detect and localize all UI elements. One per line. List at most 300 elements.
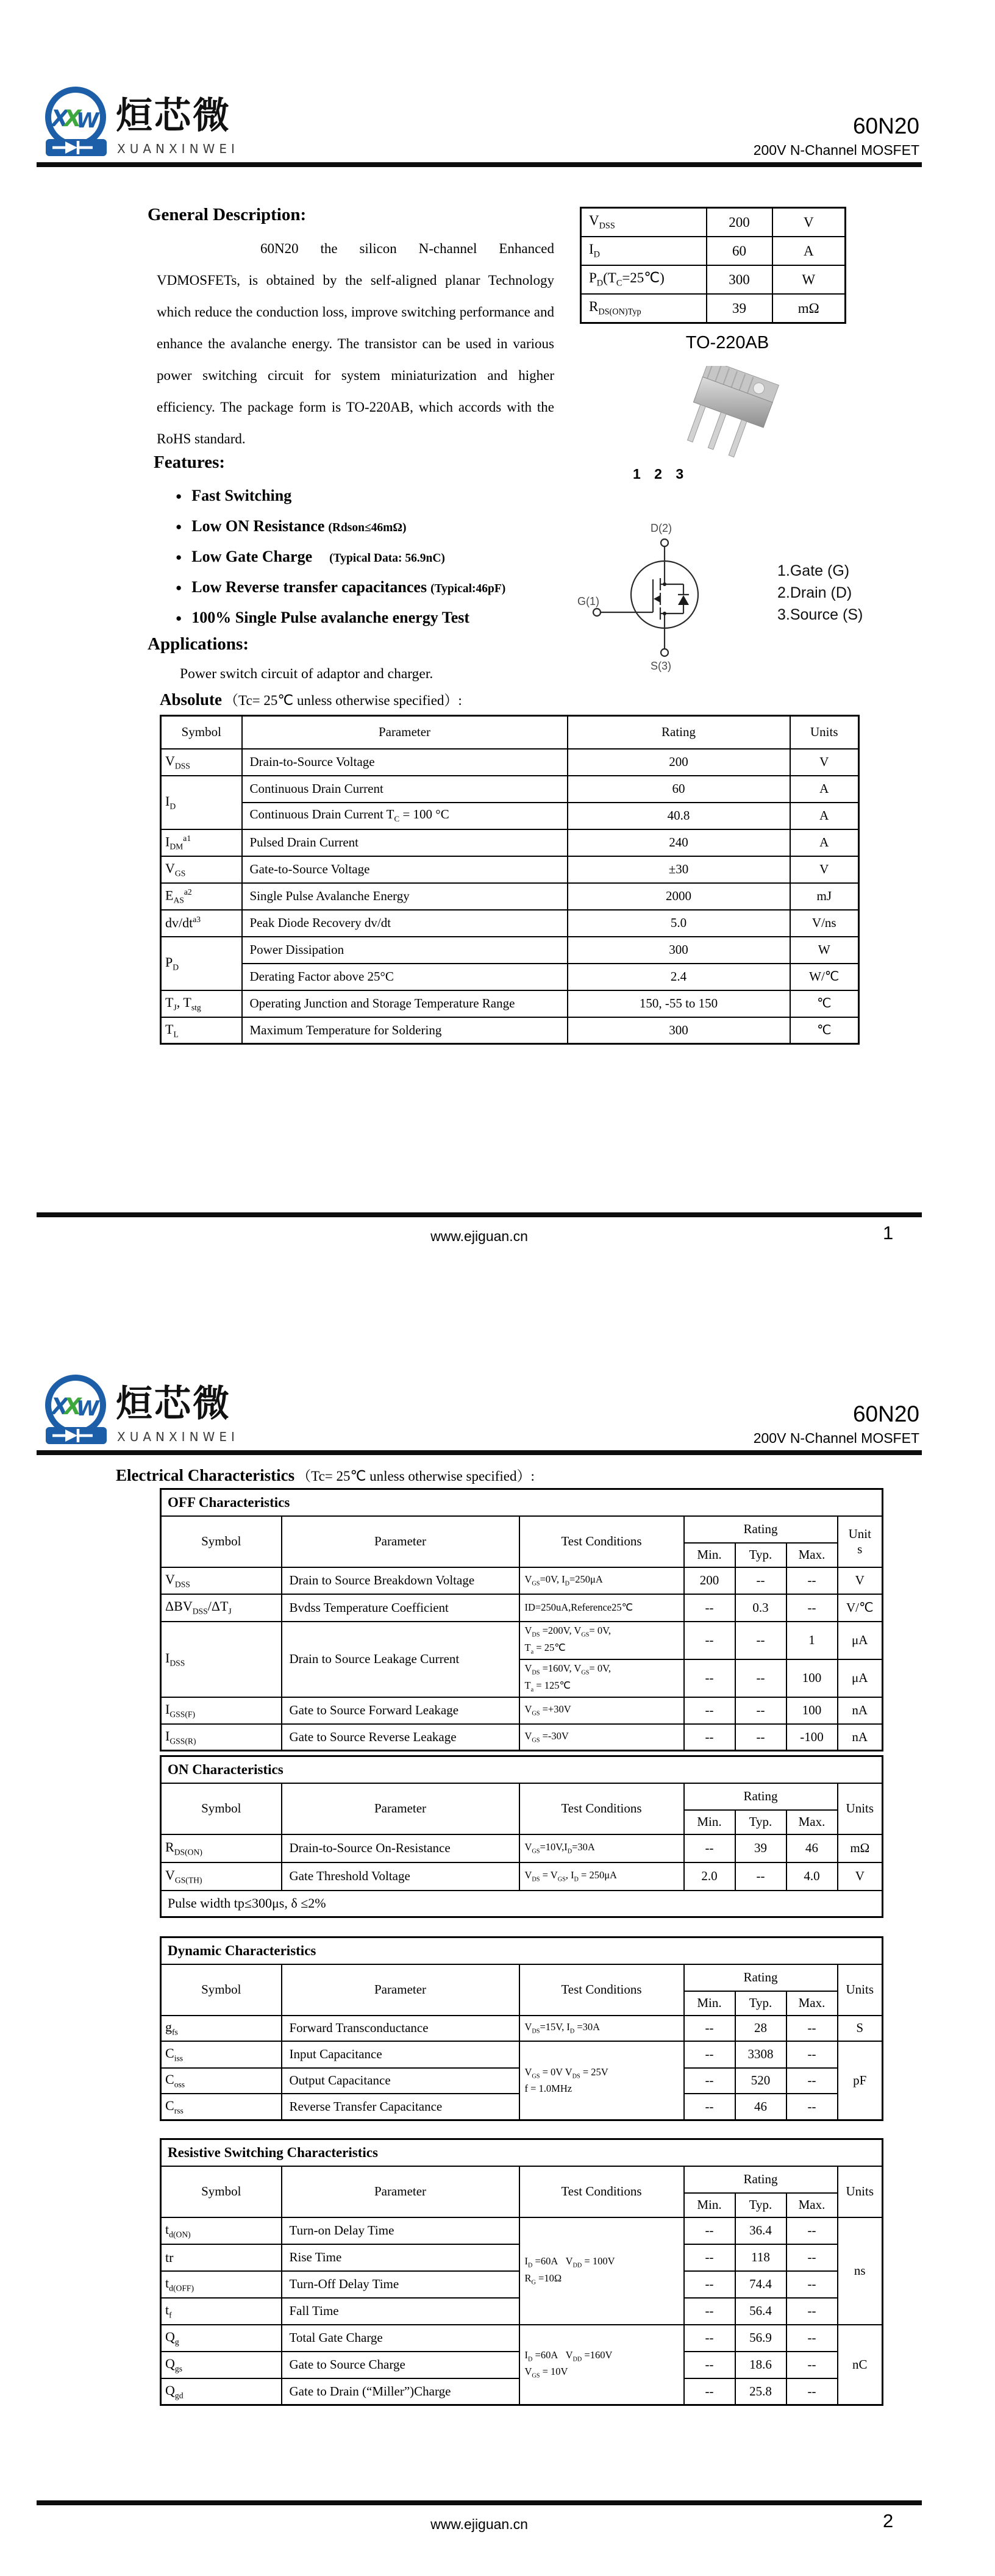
table-cell: 200: [568, 749, 790, 776]
table-cell: Gate to Source Reverse Leakage: [282, 1724, 519, 1751]
table-cell: $t_f$: [161, 2298, 282, 2325]
table-cell: 2000: [568, 883, 790, 910]
table-cell: 56.9: [735, 2325, 786, 2352]
table-cell: ns: [838, 2217, 883, 2325]
pin-legend: [777, 560, 863, 626]
table-cell: 39: [707, 294, 772, 323]
table-row: [161, 2325, 883, 2352]
table-cell: --: [684, 1659, 735, 1697]
table-cell: --: [735, 1697, 786, 1724]
table-cell: Rating: [568, 716, 790, 749]
table-row: [161, 1964, 883, 1991]
table-cell: $t_{d(ON)}$: [161, 2217, 282, 2244]
table-cell: --: [684, 1594, 735, 1622]
table-cell: --: [735, 1724, 786, 1751]
table-cell: Rating: [684, 1964, 838, 1991]
absolute-title: Absolute: [160, 690, 223, 709]
table-cell: W: [772, 265, 846, 294]
feature-text: Low ON Resistance: [191, 517, 325, 535]
off-characteristics-table: [160, 1488, 883, 1751]
table-cell: 3308: [735, 2041, 786, 2068]
table-cell: $P_D$: [161, 937, 242, 990]
table-cell: Bvdss Temperature Coefficient: [282, 1594, 519, 1622]
electrical-heading: [116, 1465, 535, 1485]
table-cell: 4.0: [786, 1862, 838, 1891]
table-cell: Parameter: [242, 716, 568, 749]
general-description-title: General Description:: [148, 205, 307, 224]
table-cell: $V_{GS}$: [161, 856, 242, 883]
table-cell: Pulse width tp≤300μs, δ ≤2%: [161, 1891, 883, 1917]
bullet-icon: ●: [176, 490, 182, 502]
table-row: [161, 1697, 883, 1724]
table-row: [161, 1567, 883, 1594]
table-cell: --: [684, 2094, 735, 2120]
table-cell: ℃: [790, 1017, 859, 1044]
table-cell: Drain-to-Source Voltage: [242, 749, 568, 776]
table-cell: Min.: [684, 1810, 735, 1834]
table-cell: V: [772, 208, 846, 237]
table-cell: 60: [568, 776, 790, 803]
table-cell: 240: [568, 829, 790, 856]
absolute-subtitle: （Tc= 25℃ unless otherwise specified）:: [224, 693, 462, 708]
bullet-icon: ●: [176, 612, 182, 624]
table-cell: $C_{iss}$: [161, 2041, 282, 2068]
table-cell: Symbol: [161, 2166, 282, 2217]
table-cell: --: [684, 1724, 735, 1751]
table-cell: --: [684, 2217, 735, 2244]
table-cell: V: [838, 1862, 883, 1891]
table-cell: --: [684, 2298, 735, 2325]
table-cell: Test Conditions: [519, 1964, 684, 2016]
table-cell: Typ.: [735, 1543, 786, 1567]
table-cell: Units: [790, 716, 859, 749]
table-cell: W/℃: [790, 964, 859, 990]
feature-detail: (Rdson≤46mΩ): [328, 521, 407, 534]
table-cell: $Q_g$: [161, 2325, 282, 2352]
table-cell: $I_D =60A$ $V_{DD} =160V$ $V_{GS} = 10V$: [519, 2325, 684, 2405]
table-cell: Symbol: [161, 716, 242, 749]
table-cell: 5.0: [568, 910, 790, 937]
table-cell: $I_D =60A$ $V_{DD} = 100V$ $R_G =10\Omega$: [519, 2217, 684, 2325]
table-row: [161, 1594, 883, 1622]
table-cell: 300: [568, 1017, 790, 1044]
feature-item: [176, 481, 505, 511]
table-cell: --: [786, 2271, 838, 2298]
part-subtitle: 200V N-Channel MOSFET: [753, 141, 919, 158]
feature-text: 100% Single Pulse avalanche energy Test: [191, 609, 470, 626]
table-row: [161, 990, 859, 1017]
table-cell: --: [735, 1862, 786, 1891]
header-rule: [37, 162, 922, 167]
characteristics-tables: [160, 1488, 882, 2406]
table-cell: Symbol: [161, 1516, 282, 1567]
table-cell: Max.: [786, 2193, 838, 2217]
table-cell: 18.6: [735, 2352, 786, 2378]
table-cell: 25.8: [735, 2378, 786, 2405]
table-cell: ID=250uA,Reference25℃: [519, 1594, 684, 1622]
table-cell: $R_{DS(ON)}$: [161, 1834, 282, 1862]
table-cell: 46: [786, 1834, 838, 1862]
table-row: [161, 1489, 883, 1516]
table-cell: μA: [838, 1659, 883, 1697]
table-cell: Peak Diode Recovery dv/dt: [242, 910, 568, 937]
table-cell: 1: [786, 1622, 838, 1659]
table-cell: 200: [684, 1567, 735, 1594]
table-cell: 150, -55 to 150: [568, 990, 790, 1017]
table-cell: Input Capacitance: [282, 2041, 519, 2068]
feature-item: [176, 603, 505, 633]
table-row: [161, 829, 859, 856]
table-cell: V: [838, 1567, 883, 1594]
table-row: [161, 2139, 883, 2166]
table-cell: $V_{GS} = 0V$ $V_{DS} = 25V$ f = 1.0MHz: [519, 2041, 684, 2120]
table-row: [581, 294, 846, 323]
table-cell: --: [786, 2298, 838, 2325]
table-cell: --: [684, 2352, 735, 2378]
table-cell: Parameter: [282, 1964, 519, 2016]
table-cell: Power Dissipation: [242, 937, 568, 964]
on-characteristics-table: [160, 1755, 883, 1918]
table-row: [581, 265, 846, 294]
table-row: [161, 964, 859, 990]
brand-name-en: XUANXINWEI: [117, 141, 239, 156]
table-cell: Gate-to-Source Voltage: [242, 856, 568, 883]
table-cell: Gate to Drain (“Miller”)Charge: [282, 2378, 519, 2405]
table-cell: --: [786, 2094, 838, 2120]
table-cell: --: [684, 2325, 735, 2352]
table-cell: 200: [707, 208, 772, 237]
feature-detail: (Typical Data: 56.9nC): [329, 552, 445, 565]
footer-rule: [37, 2500, 922, 2505]
table-row: [161, 1724, 883, 1751]
table-cell: W: [790, 937, 859, 964]
table-cell: $I_{GSS(F)}$: [161, 1697, 282, 1724]
features-list: [176, 481, 505, 633]
table-cell: $T_L$: [161, 1017, 242, 1044]
footer-rule: [37, 1212, 922, 1217]
table-cell: 56.4: [735, 2298, 786, 2325]
table-cell: Maximum Temperature for Soldering: [242, 1017, 568, 1044]
table-cell: Units: [838, 1964, 883, 2016]
table-row: [161, 2217, 883, 2244]
table-cell: $V_{DSS}$: [161, 1567, 282, 1594]
table-cell: 74.4: [735, 2271, 786, 2298]
svg-text:X: X: [64, 106, 82, 132]
brand-name-cn: 烜芯微: [116, 1383, 231, 1425]
table-cell: $V_{GS(TH)}$: [161, 1862, 282, 1891]
table-cell: Test Conditions: [519, 2166, 684, 2217]
table-cell: Typ.: [735, 2193, 786, 2217]
table-cell: Turn-on Delay Time: [282, 2217, 519, 2244]
table-cell: --: [786, 1594, 838, 1622]
table-cell: ON Characteristics: [161, 1756, 883, 1783]
table-cell: --: [684, 2041, 735, 2068]
table-cell: $g_{fs}$: [161, 2016, 282, 2041]
table-cell: Fall Time: [282, 2298, 519, 2325]
table-cell: mΩ: [772, 294, 846, 323]
table-cell: $C_{oss}$: [161, 2068, 282, 2094]
table-cell: --: [684, 2068, 735, 2094]
table-cell: Units: [838, 2166, 883, 2217]
mosfet-arrow-icon: [654, 595, 660, 603]
table-cell: Min.: [684, 2193, 735, 2217]
feature-detail: (Typical:46pF): [430, 582, 506, 595]
feature-item: [176, 542, 505, 572]
table-cell: V/℃: [838, 1594, 883, 1622]
table-row: [161, 2166, 883, 2193]
table-cell: $P_D(T_C=25℃)$: [581, 265, 707, 294]
table-cell: Typ.: [735, 1810, 786, 1834]
table-cell: 118: [735, 2244, 786, 2271]
table-cell: Operating Junction and Storage Temperature Range: [242, 990, 568, 1017]
table-row: [161, 2041, 883, 2068]
table-cell: $V_{DSS}$: [161, 749, 242, 776]
table-cell: Drain-to-Source On-Resistance: [282, 1834, 519, 1862]
footer-site-link[interactable]: www.ejiguan.cn: [430, 1228, 528, 1244]
table-cell: $I_{DM}^{a1}$: [161, 829, 242, 856]
table-cell: $V_{DS}=15V$, $I_D =30A$: [519, 2016, 684, 2041]
table-cell: ℃: [790, 990, 859, 1017]
table-cell: Total Gate Charge: [282, 2325, 519, 2352]
table-cell: Drain to Source Breakdown Voltage: [282, 1567, 519, 1594]
table-cell: OFF Characteristics: [161, 1489, 883, 1516]
part-subtitle: 200V N-Channel MOSFET: [753, 1429, 919, 1446]
drain-label: D(2): [651, 522, 672, 534]
table-cell: Parameter: [282, 2166, 519, 2217]
table-row: [161, 883, 859, 910]
table-cell: 300: [707, 265, 772, 294]
table-cell: V: [790, 749, 859, 776]
table-cell: Dynamic Characteristics: [161, 1937, 883, 1964]
table-cell: --: [786, 2217, 838, 2244]
table-cell: $V_{DS} =160V$, $V_{GS}= 0V$, $T_a$ = 125℃: [519, 1659, 684, 1697]
table-cell: Reverse Transfer Capacitance: [282, 2094, 519, 2120]
table-cell: $V_{GS} =+30V$: [519, 1697, 684, 1724]
table-cell: $C_{rss}$: [161, 2094, 282, 2120]
table-cell: --: [786, 1567, 838, 1594]
table-cell: A: [772, 237, 846, 265]
svg-text:X: X: [51, 106, 69, 132]
body-diode-icon: [678, 595, 689, 605]
table-cell: ±30: [568, 856, 790, 883]
table-row: [161, 1783, 883, 1810]
table-cell: Gate to Source Forward Leakage: [282, 1697, 519, 1724]
legend-source: 3.Source (S): [777, 606, 863, 623]
feature-item: [176, 511, 505, 542]
table-row: [161, 749, 859, 776]
features-title: Features:: [154, 453, 226, 472]
table-cell: $V_{DSS}$: [581, 208, 707, 237]
table-cell: Max.: [786, 1810, 838, 1834]
table-cell: mΩ: [838, 1834, 883, 1862]
table-cell: mJ: [790, 883, 859, 910]
table-cell: tr: [161, 2244, 282, 2271]
table-cell: A: [790, 776, 859, 803]
table-cell: Max.: [786, 1991, 838, 2016]
package-image: [655, 366, 796, 470]
table-cell: $I_{GSS(R)}$: [161, 1724, 282, 1751]
table-cell: Resistive Switching Characteristics: [161, 2139, 883, 2166]
summary-table: [580, 207, 846, 324]
table-cell: Typ.: [735, 1991, 786, 2016]
table-cell: --: [735, 1622, 786, 1659]
footer-site-link[interactable]: www.ejiguan.cn: [430, 2516, 528, 2532]
table-cell: Rating: [684, 2166, 838, 2193]
table-row: [161, 1756, 883, 1783]
absolute-ratings-table: [160, 715, 860, 1045]
table-cell: Continuous Drain Current: [242, 776, 568, 803]
table-cell: Unit s: [838, 1516, 883, 1567]
table-cell: --: [786, 2041, 838, 2068]
page-number: 1: [883, 1222, 894, 1243]
svg-text:W: W: [76, 109, 99, 133]
table-cell: Gate Threshold Voltage: [282, 1862, 519, 1891]
table-row: [161, 1516, 883, 1543]
table-cell: $T_J$, $T_{stg}$: [161, 990, 242, 1017]
bullet-icon: ●: [176, 582, 182, 593]
table-row: [581, 208, 846, 237]
table-cell: 39: [735, 1834, 786, 1862]
header-part-block: [547, 115, 919, 159]
table-row: [581, 237, 846, 265]
feature-item: [176, 572, 505, 603]
table-cell: 40.8: [568, 803, 790, 829]
package-label: TO-220AB: [685, 333, 769, 352]
table-cell: --: [786, 2325, 838, 2352]
table-cell: --: [786, 2352, 838, 2378]
brand-logo-icon: [38, 1373, 117, 1450]
applications-title: Applications:: [148, 634, 249, 654]
svg-text:X: X: [64, 1394, 82, 1420]
table-row: [161, 1891, 883, 1917]
svg-text:X: X: [51, 1394, 69, 1420]
table-cell: nA: [838, 1697, 883, 1724]
table-cell: 28: [735, 2016, 786, 2041]
table-cell: pF: [838, 2041, 883, 2120]
table-cell: --: [786, 2378, 838, 2405]
table-cell: 2.0: [684, 1862, 735, 1891]
general-description-body: 60N20 the silicon N-channel Enhanced VDMOSFETs, is obtained by the self-aligned planar Technology which reduce the conduction loss, improve switching performance and enhance the avalanche energy. The transistor can be used in various power switching circuit for system miniaturization and higher efficiency. The package form is TO-220AB, which accords with the RoHS standard.: [157, 241, 554, 446]
table-cell: Output Capacitance: [282, 2068, 519, 2094]
feature-text: Low Gate Charge: [191, 548, 313, 565]
table-cell: nA: [838, 1724, 883, 1751]
table-cell: Rise Time: [282, 2244, 519, 2271]
table-cell: $t_{d(OFF)}$: [161, 2271, 282, 2298]
svg-text:W: W: [76, 1397, 99, 1421]
table-row: [161, 716, 859, 749]
table-row: [161, 803, 859, 829]
header-part-block: [547, 1403, 919, 1447]
resistive-switching-table: [160, 2138, 883, 2406]
applications-body: Power switch circuit of adaptor and charger.: [180, 666, 433, 682]
table-cell: $V_{GS} =-30V$: [519, 1724, 684, 1751]
package-pin-numbers: 1 2 3: [633, 466, 689, 482]
table-row: [161, 776, 859, 803]
bullet-icon: ●: [176, 521, 182, 532]
table-cell: 46: [735, 2094, 786, 2120]
table-cell: --: [735, 1659, 786, 1697]
part-number: 60N20: [852, 113, 919, 138]
table-cell: 520: [735, 2068, 786, 2094]
table-cell: Turn-Off Delay Time: [282, 2271, 519, 2298]
electrical-subtitle: （Tc= 25℃ unless otherwise specified）:: [297, 1469, 535, 1484]
table-cell: --: [684, 1622, 735, 1659]
table-cell: Derating Factor above 25°C: [242, 964, 568, 990]
feature-text: Fast Switching: [191, 487, 292, 504]
page-number: 2: [883, 2510, 894, 2531]
table-cell: μA: [838, 1622, 883, 1659]
source-label: S(3): [651, 660, 672, 672]
table-cell: --: [735, 1567, 786, 1594]
table-cell: $Q_{gd}$: [161, 2378, 282, 2405]
table-cell: 300: [568, 937, 790, 964]
dynamic-characteristics-table: [160, 1936, 883, 2121]
table-cell: Parameter: [282, 1783, 519, 1834]
table-cell: 100: [786, 1697, 838, 1724]
table-cell: Rating: [684, 1516, 838, 1543]
table-cell: Rating: [684, 1783, 838, 1810]
table-cell: A: [790, 829, 859, 856]
table-cell: Gate to Source Charge: [282, 2352, 519, 2378]
table-row: [161, 1862, 883, 1891]
table-row: [161, 2016, 883, 2041]
table-cell: --: [684, 2016, 735, 2041]
brand-name-en: XUANXINWEI: [117, 1429, 239, 1444]
table-cell: Single Pulse Avalanche Energy: [242, 883, 568, 910]
table-row: [161, 910, 859, 937]
table-row: [161, 937, 859, 964]
page-2: [0, 1288, 995, 2576]
table-cell: $dv/dt^{a3}$: [161, 910, 242, 937]
table-cell: 2.4: [568, 964, 790, 990]
absolute-heading: [160, 689, 462, 709]
table-cell: $V_{GS}=0V$, $I_D=250\mu A$: [519, 1567, 684, 1594]
table-cell: Test Conditions: [519, 1783, 684, 1834]
brand-name-cn: 烜芯微: [116, 95, 231, 137]
legend-drain: 2.Drain (D): [777, 584, 852, 601]
table-cell: $V_{DS} = V_{GS}$, $I_D = 250\mu A$: [519, 1862, 684, 1891]
table-cell: Units: [838, 1783, 883, 1834]
table-cell: -100: [786, 1724, 838, 1751]
feature-text: Low Reverse transfer capacitances: [191, 578, 427, 596]
table-cell: $V_{DS} =200V$, $V_{GS}= 0V$, $T_a$ = 25℃: [519, 1622, 684, 1659]
table-cell: V: [790, 856, 859, 883]
table-cell: $R_{DS(ON)Typ}$: [581, 294, 707, 323]
table-cell: Continuous Drain Current $T_C = 100$ °C: [242, 803, 568, 829]
table-cell: --: [786, 2244, 838, 2271]
electrical-title: Electrical Characteristics: [116, 1466, 295, 1484]
table-cell: V/ns: [790, 910, 859, 937]
table-cell: $I_D$: [581, 237, 707, 265]
table-row: [161, 1017, 859, 1044]
table-cell: --: [684, 2244, 735, 2271]
legend-gate: 1.Gate (G): [777, 562, 850, 579]
table-cell: Drain to Source Leakage Current: [282, 1622, 519, 1697]
table-cell: Forward Transconductance: [282, 2016, 519, 2041]
table-cell: $Q_{gs}$: [161, 2352, 282, 2378]
table-cell: $V_{GS}=10V,I_D=30A$: [519, 1834, 684, 1862]
table-row: [161, 856, 859, 883]
table-cell: --: [684, 1834, 735, 1862]
part-number: 60N20: [852, 1401, 919, 1426]
gate-label: G(1): [577, 595, 599, 607]
table-cell: --: [684, 2271, 735, 2298]
table-cell: Test Conditions: [519, 1516, 684, 1567]
table-cell: S: [838, 2016, 883, 2041]
table-cell: --: [786, 2016, 838, 2041]
table-cell: 0.3: [735, 1594, 786, 1622]
table-cell: --: [786, 2068, 838, 2094]
